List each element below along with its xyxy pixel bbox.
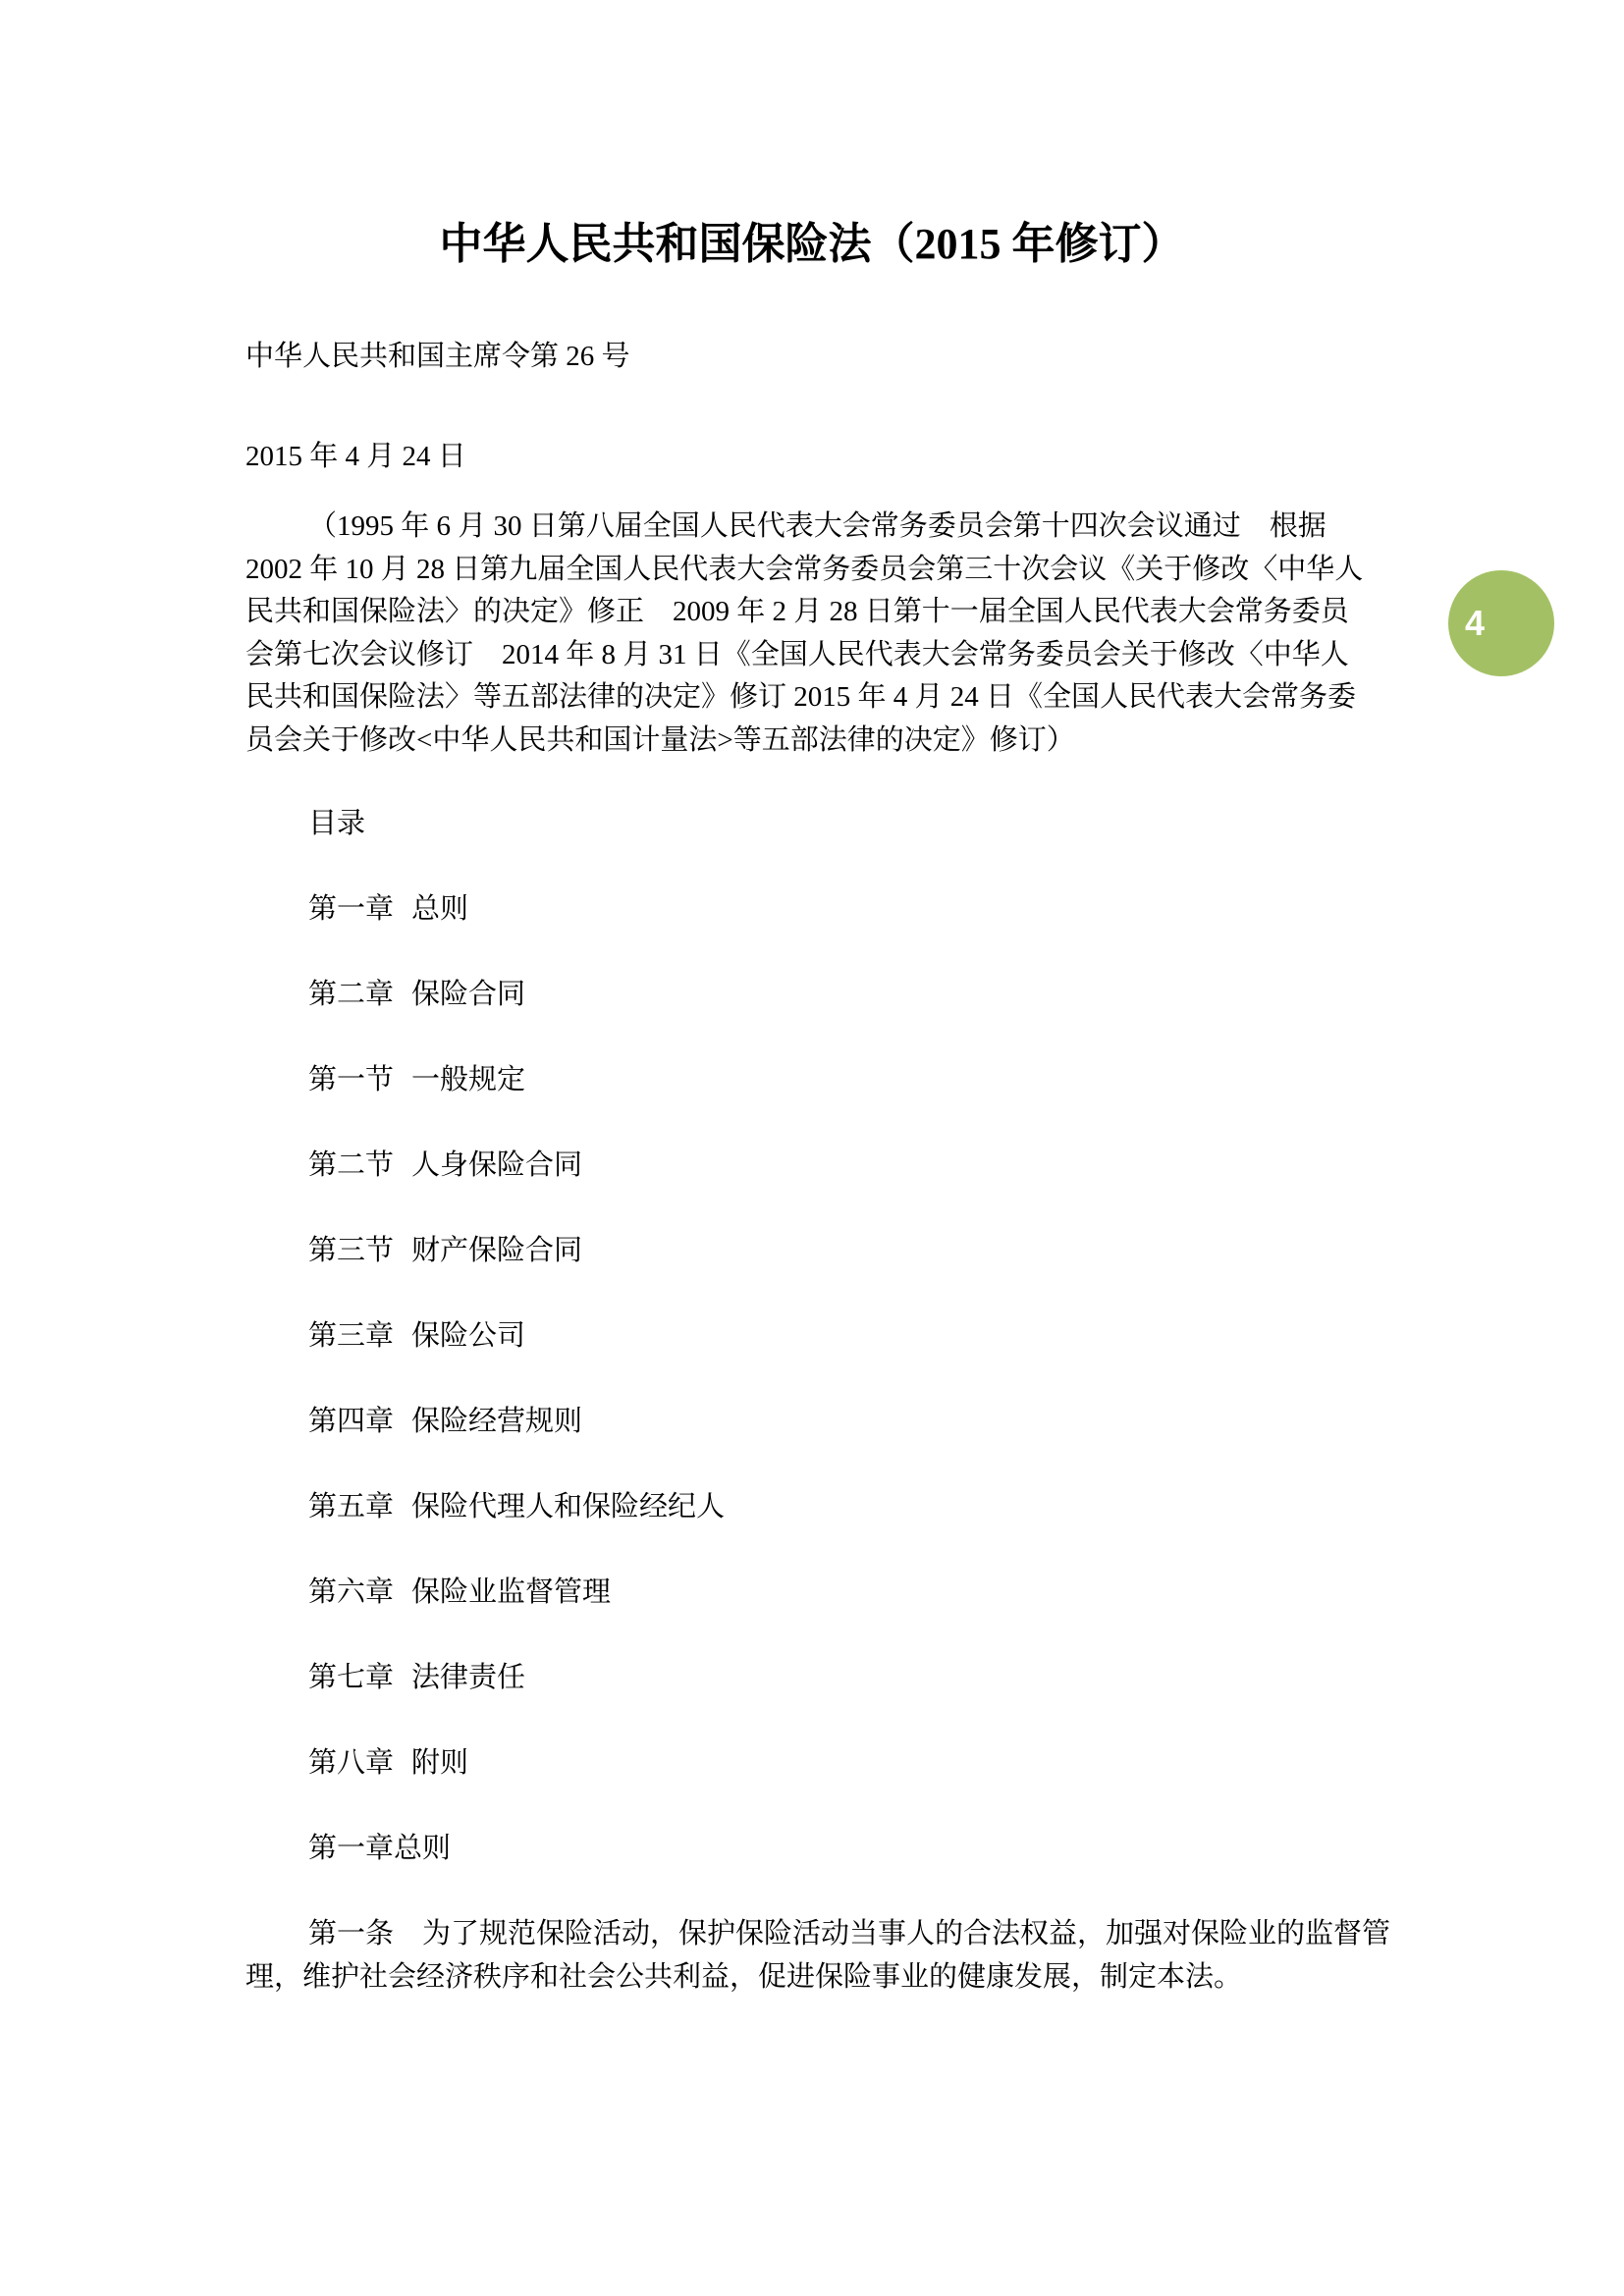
toc-item-chapter-3 bbox=[308, 1320, 525, 1353]
intro-line-4: 会第七次会议修订 2014 年 8 月 31 日《全国人民代表大会常务委员会关于修改〈中华人 bbox=[245, 638, 1349, 670]
intro-line-2: 2002 年 10 月 28 日第九届全国人民代表大会常务委员会第三十次会议《关于修改〈中华人 bbox=[245, 553, 1364, 585]
page-number-badge[interactable] bbox=[1448, 570, 1554, 676]
toc-item-num: 第八章 bbox=[308, 1747, 395, 1779]
president-order-line: 中华人民共和国主席令第 26 号 bbox=[245, 341, 630, 372]
intro-paragraph bbox=[245, 506, 1363, 762]
document-title: 中华人民共和国保险法（2015 年修订） bbox=[439, 220, 1185, 268]
toc-item-title: 保险业监督管理 bbox=[411, 1576, 612, 1608]
toc-item-chapter-5 bbox=[308, 1491, 725, 1523]
toc-item-title: 人身保险合同 bbox=[411, 1149, 583, 1181]
toc-item-num: 第六章 bbox=[308, 1576, 395, 1608]
toc-item-chapter-4 bbox=[308, 1406, 582, 1438]
toc-item-num: 第七章 bbox=[308, 1662, 395, 1693]
toc-item-num: 第二章 bbox=[308, 979, 395, 1010]
toc-item-title: 保险经营规则 bbox=[411, 1406, 583, 1437]
toc-item-title: 保险合同 bbox=[411, 979, 526, 1010]
page-number-badge-label: 4 bbox=[1465, 603, 1486, 643]
toc-item-chapter-1 bbox=[308, 893, 468, 926]
toc-item-title: 法律责任 bbox=[411, 1662, 526, 1693]
toc-item-title: 一般规定 bbox=[411, 1064, 526, 1095]
toc-item-num: 第三节 bbox=[308, 1235, 395, 1266]
toc-item-chapter-8 bbox=[308, 1747, 468, 1780]
article1-paragraph bbox=[245, 1913, 1390, 1999]
date-line: 2015 年 4 月 24 日 bbox=[245, 441, 466, 472]
toc-heading: 目录 bbox=[308, 808, 366, 839]
intro-line-6: 员会关于修改<中华人民共和国计量法>等五部法律的决定》修订） bbox=[245, 723, 1075, 756]
toc-item-section-2 bbox=[308, 1149, 582, 1182]
toc-item-num: 第二节 bbox=[308, 1149, 395, 1181]
toc-item-title: 附则 bbox=[411, 1747, 469, 1779]
toc-item-num: 第五章 bbox=[308, 1491, 395, 1522]
article1-line-2: 理，维护社会经济秩序和社会公共利益，促进保险事业的健康发展，制定本法。 bbox=[245, 1960, 1243, 1993]
intro-line-3: 民共和国保险法〉的决定》修正 2009 年 2 月 28 日第十一届全国人民代表大会常务委员 bbox=[245, 596, 1349, 627]
toc-item-num: 第三章 bbox=[308, 1320, 395, 1352]
toc-item-chapter-7 bbox=[308, 1662, 525, 1694]
toc-item-num: 第一章 bbox=[308, 893, 395, 925]
toc-item-num: 第一节 bbox=[308, 1064, 395, 1095]
article1-line-1: 第一条 为了规范保险活动，保护保险活动当事人的合法权益，加强对保险业的监督管 bbox=[308, 1918, 1391, 1949]
toc-item-title: 保险公司 bbox=[411, 1320, 526, 1352]
toc-item-title: 财产保险合同 bbox=[411, 1235, 583, 1266]
intro-line-5: 民共和国保险法〉等五部法律的决定》修订 2015 年 4 月 24 日《全国人民代表大会常务委 bbox=[245, 681, 1357, 713]
toc-item-title: 保险代理人和保险经纪人 bbox=[411, 1491, 726, 1522]
intro-line-1: （1995 年 6 月 30 日第八届全国人民代表大会常务委员会第十四次会议通过 根据 bbox=[308, 510, 1326, 542]
toc-item-num: 第四章 bbox=[308, 1406, 395, 1437]
toc-item-section-3 bbox=[308, 1235, 582, 1267]
toc-item-section-1 bbox=[308, 1064, 525, 1096]
chapter1-heading: 第一章总则 bbox=[308, 1833, 452, 1864]
toc-item-chapter-6 bbox=[308, 1576, 611, 1609]
toc-item-chapter-2 bbox=[308, 979, 525, 1011]
toc-item-title: 总则 bbox=[411, 893, 469, 925]
